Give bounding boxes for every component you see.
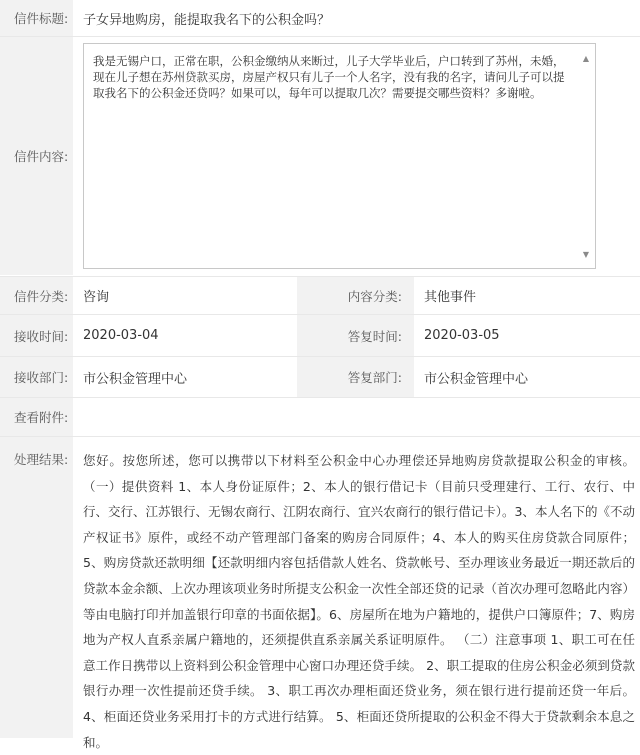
title-label: 信件标题:: [0, 0, 73, 36]
scroll-up-icon[interactable]: ▲: [582, 54, 590, 63]
receiving-dept-value: 市公积金管理中心: [83, 371, 188, 387]
content-category-value: 其他事件: [424, 290, 477, 305]
content-category-label: 内容分类:: [297, 277, 414, 314]
divider: [0, 36, 640, 37]
answered-time-value: 2020-03-05: [424, 328, 500, 343]
letter-content-textarea[interactable]: [83, 43, 596, 269]
category-label: 信件分类:: [0, 277, 73, 314]
scroll-down-icon[interactable]: ▼: [582, 250, 590, 259]
receiving-dept-label: 接收部门:: [0, 357, 73, 397]
result-label: 处理结果:: [0, 437, 73, 738]
content-label: 信件内容:: [0, 37, 73, 275]
category-value: 咨询: [83, 290, 110, 305]
answer-dept-value: 市公积金管理中心: [424, 371, 529, 387]
result-text: 您好。按您所述，您可以携带以下材料至公积金中心办理偿还异地购房贷款提取公积金的审核。 （一）提供资料 1、本人身份证原件；2、本人的银行借记卡（目前只受理建行、工行、农行、中行、交行、江苏银行、无锡农商行、江阴农商行、宜兴农商行的银行借记卡）。3、本人名下的《不动产权证书》原件，或经不动产管理部门备案的购房合同原件；4、本人的购买住房贷款合同原件；5、购房贷款还款明细【还款明细内容包括借款人姓名、贷款帐号、至办理该业务最近一期还款后的贷款本金余额、上次办理该项业务时所提支公积金一次性全部还贷的记录（首次办理可忽略此内容）等由电脑打印并加盖银行印章的书面依据】。6、房屋所在地为户籍地的，提供户口簿原件；7、购房地为产权人直系亲属户籍地的，还须提供直系亲属关系证明原件。 （二）注意事项 1、职工可在任意工作日携带以上资料到公积金管理中心窗口办理还贷手续。 2、职工提取的住房公积金必须到贷款银行办理一次性提前还贷手续。 3、职工再次办理柜面还贷业务，须在银行进行提前还贷一年后。 4、柜面还贷业务采用打卡的方式进行结算。 5、柜面还贷所提取的公积金不得大于贷款剩余本息之和。: [83, 453, 635, 750]
answer-dept-label: 答复部门:: [297, 357, 414, 397]
divider: [0, 397, 640, 398]
received-time-value: 2020-03-04: [83, 328, 159, 343]
answered-time-label: 答复时间:: [297, 315, 414, 356]
attachment-label: 查看附件:: [0, 398, 73, 436]
divider: [0, 436, 640, 437]
letter-content-text: 我是无锡户口，正常在职，公积金缴纳从来断过，儿子大学毕业后，户口转到了苏州，未婚，现在儿子想在苏州贷款买房，房屋产权只有儿子一个人名字，没有我的名字，请问儿子可以提取我名下的公积金还贷吗？如果可以，每年可以提取几次？需要提交哪些资料？多谢啦。: [93, 54, 565, 100]
received-time-label: 接收时间:: [0, 315, 73, 356]
letter-title: 子女异地购房，能提取我名下的公积金吗？: [83, 12, 331, 28]
